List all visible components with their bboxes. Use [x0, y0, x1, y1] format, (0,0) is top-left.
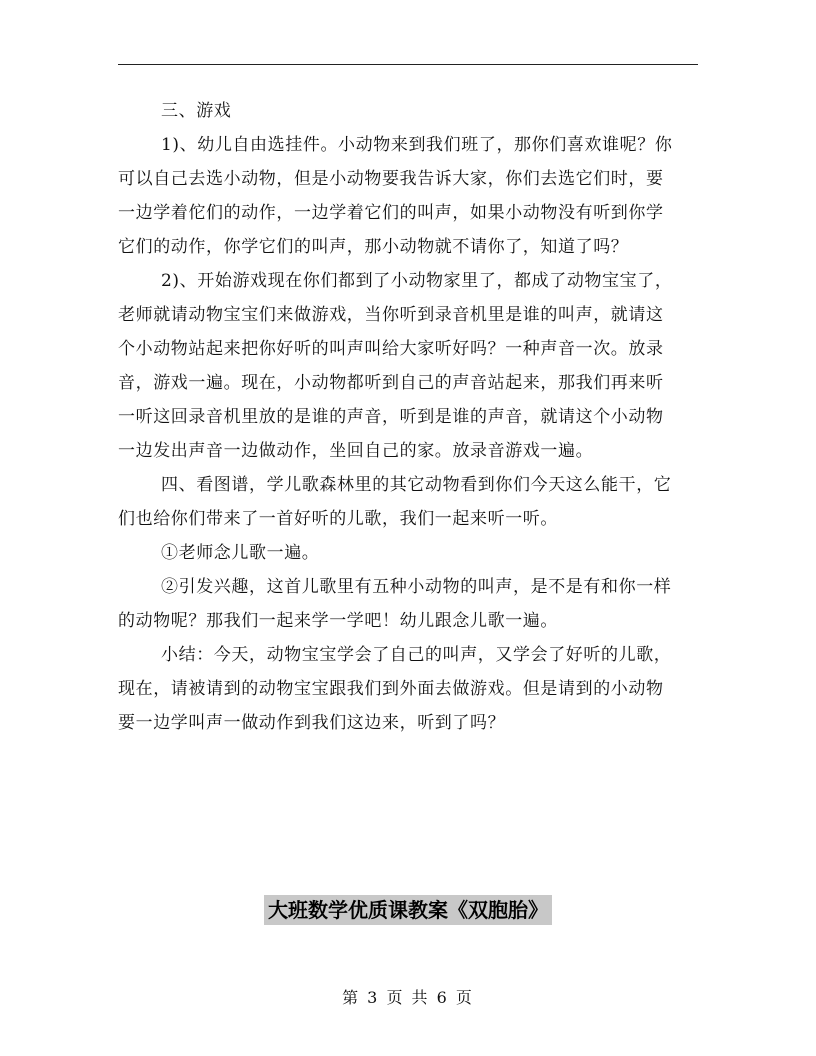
next-lesson-title-text: 大班数学优质课教案《双胞胎》: [264, 895, 552, 925]
header-rule: [118, 64, 698, 65]
text-line: 可以自己去选小动物，但是小动物要我告诉大家，你们去选它们时，要: [118, 169, 664, 189]
page-number-label: 第 3 页 共 6 页: [342, 988, 474, 1007]
text-line: 一边学着佗们的动作，一边学着它们的叫声，如果小动物没有听到你学: [118, 203, 664, 223]
text-line: 一边发出声音一边做动作，坐回自己的家。放录音游戏一遍。: [118, 441, 594, 461]
text-line: 小结：今天，动物宝宝学会了自己的叫声，又学会了好听的儿歌，: [161, 645, 672, 665]
text-line: ②引发兴趣，这首儿歌里有五种小动物的叫声，是不是有和你一样: [161, 577, 672, 597]
page-footer: [0, 985, 816, 1008]
section-4-paragraph: [118, 468, 700, 536]
text-line: 2)、开始游戏现在你们都到了小动物家里了，都成了动物宝宝了，: [161, 271, 673, 291]
text-line: 要一边学叫声一做动作到我们这边来，听到了吗？: [118, 713, 506, 733]
text-line: 音，游戏一遍。现在，小动物都听到自己的声音站起来，那我们再来听: [118, 373, 664, 393]
text-line: 一听这回录音机里放的是谁的声音，听到是谁的声音，就请这个小动物: [118, 407, 664, 427]
text-line: 们也给你们带来了一首好听的儿歌，我们一起来听一听。: [118, 509, 558, 529]
text-line: 1)、幼儿自由选挂件。小动物来到我们班了，那你们喜欢谁呢？你: [161, 135, 673, 155]
text-line: 老师就请动物宝宝们来做游戏，当你听到录音机里是谁的叫声，就请这: [118, 305, 664, 325]
section-3-item-2: [118, 264, 700, 468]
document-body: [118, 94, 700, 740]
text-line: ①老师念儿歌一遍。: [161, 543, 320, 563]
next-lesson-title: [0, 895, 816, 925]
section-3-heading: [118, 94, 700, 128]
section-4-step-1: [118, 536, 700, 570]
text-line: 三、游戏: [161, 101, 232, 121]
text-line: 个小动物站起来把你好听的叫声叫给大家听好吗？一种声音一次。放录: [118, 339, 664, 359]
text-line: 它们的动作，你学它们的叫声，那小动物就不请你了，知道了吗？: [118, 237, 629, 257]
section-3-item-1: [118, 128, 700, 264]
text-line: 四、看图谱，学儿歌森林里的其它动物看到你们今天这么能干，它: [161, 475, 672, 495]
summary-paragraph: [118, 638, 700, 740]
section-4-step-2: [118, 570, 700, 638]
text-line: 的动物呢？那我们一起来学一学吧！幼儿跟念儿歌一遍。: [118, 611, 558, 631]
text-line: 现在，请被请到的动物宝宝跟我们到外面去做游戏。但是请到的小动物: [118, 679, 664, 699]
